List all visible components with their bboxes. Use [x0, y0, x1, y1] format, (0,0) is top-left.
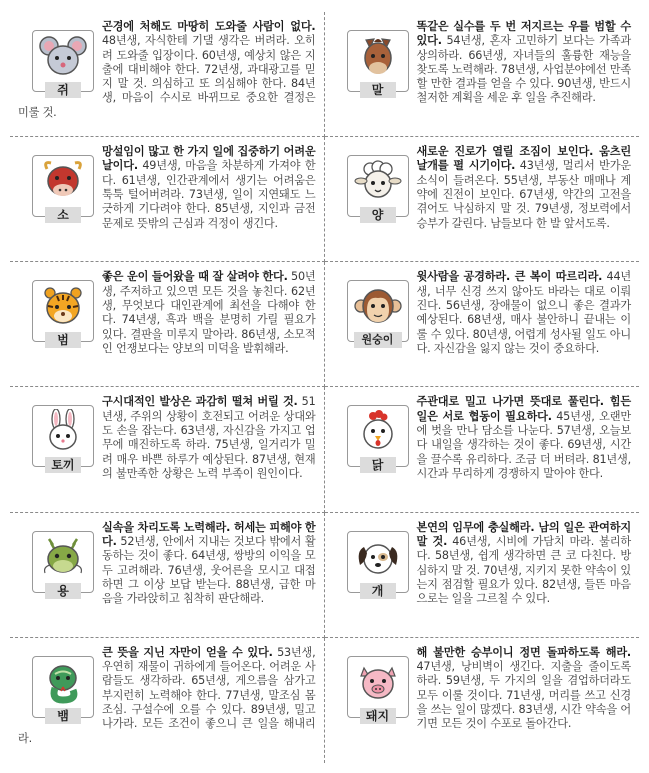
fortune-body: 51년생, 주위의 상황이 호전되고 어려운 상대와도 손을 잡는다. 63년생, 자신감을 가지고 업무에 매진하도록 하라. 75년생, 일거리가 밀려 매우 바쁜 하루가 예상된다. 87년생, 현재의 불만족한 상황은 노력 부족이 원인이다.: [102, 395, 316, 480]
fortune-headline: 곤경에 처해도 마땅히 도와줄 사람이 없다.: [102, 20, 316, 33]
animal-label: 원숭이: [354, 332, 402, 348]
fortune-headline: 큰 뜻을 지닌 자만이 얻을 수 있다.: [102, 645, 273, 659]
tiger-icon: [37, 284, 89, 328]
rabbit-badge: [32, 405, 94, 473]
fortune-body: 44년생, 너무 신경 쓰지 않아도 바라는 대로 이뤄진다. 56년생, 장애물이 없으니 좋은 결과가 예상된다. 68년생, 매사 불안하니 끝내는 이룰 수 있다. 80년생, 어렵게 성사될 일도 아니다. 자신감을 잃지 않는 것이 중요하다.: [416, 270, 631, 355]
dog-badge: [347, 531, 409, 598]
horoscope-grid: [10, 12, 639, 763]
zodiac-cell-horse: [325, 12, 640, 137]
rabbit-icon: [37, 409, 89, 453]
sheep-badge: [347, 155, 409, 223]
zodiac-cell-tiger: [10, 262, 325, 387]
fortune-headline: 본연의 임무에 충실해라. 남의 일은 관여하지 말 것.: [416, 520, 631, 548]
animal-label: 쥐: [45, 82, 81, 98]
fortune-body: 45년생, 오랜만에 벗을 만나 담소를 나눈다. 57년생, 오늘보다 내일을 생각하는 것이 좋다. 69년생, 시간을 끌수록 유리하다. 조금 더 버텨라. 81년생, 시간과 무리하게 경쟁하지 말아야 한다.: [416, 409, 631, 480]
rat-icon: [37, 34, 89, 78]
rooster-icon: [352, 409, 404, 453]
zodiac-cell-sheep: [325, 137, 640, 262]
fortune-headline: 해 불만한 승부이니 정면 돌파하도록 해라.: [416, 645, 631, 659]
fortune-body: 52년생, 안에서 지내는 것보다 밖에서 활동하는 것이 좋다. 64년생, 쌍방의 이익을 모두 고려해라. 76년생, 웃어른을 모시고 대접하면 그 이상 보답 받는다. 88년생, 급한 마음을 가라앉히고 침착히 판단해라.: [102, 534, 316, 606]
monkey-icon: [352, 284, 404, 328]
fortune-body: 54년생, 혼자 고민하기 보다는 가족과 상의하라. 66년생, 자녀들의 훌륭한 재능을 찾도록 노력해라. 78년생, 사업분야에선 만족할 만한 결과를 얻을 수 있다. 90년생, 반드시 철저한 계획을 세운 후 일을 추진해라.: [416, 34, 631, 105]
pig-icon: [352, 660, 404, 704]
dragon-icon: [37, 535, 89, 579]
fortune-body: 50년생, 주저하고 있으면 모든 것을 놓친다. 62년생, 무엇보다 대인관계에 최선을 다해야 한다. 74년생, 흑과 백을 분명히 가릴 필요가 있다. 결판을 미루지 말아라. 86년생, 소모적인 언쟁보다는 양보의 미덕을 발휘해라.: [102, 270, 316, 355]
ox-badge: [32, 155, 94, 223]
horse-icon: [352, 34, 404, 78]
fortune-headline: 좋은 운이 들어왔을 때 잘 살려야 한다.: [102, 270, 288, 284]
fortune-headline: 구시대적인 발상은 과감히 떨쳐 버릴 것.: [102, 395, 298, 409]
zodiac-cell-rat: [10, 12, 325, 137]
sheep-icon: [352, 159, 404, 203]
fortune-headline: 주관대로 밀고 나가면 뜻대로 풀린다. 힘든 일은 서로 협동이 필요하다.: [416, 395, 631, 423]
fortune-headline: 윗사람을 공경하라. 큰 복이 따르리라.: [416, 270, 603, 284]
zodiac-cell-snake: [10, 638, 325, 763]
zodiac-cell-dragon: [10, 513, 325, 638]
zodiac-cell-rooster: [325, 387, 640, 512]
fortune-body: 53년생, 우연히 재물이 귀하에게 들어온다. 어려운 사람들도 생각하라. 65년생, 게으름을 삼가고 부지런히 노력해야 한다. 77년생, 말조심 몸조심. 구설수에 오를 수 있다. 89년생, 밀고 나가라. 모든 조건이 좋으니 큰 일을 해내리라.: [18, 645, 316, 745]
tiger-badge: [32, 280, 94, 348]
fortune-body: 49년생, 마음을 차분하게 가져야 한다. 61년생, 인간관계에서 생기는 어려움은 툭툭 털어버려라. 73년생, 일이 지연돼도 느긋하게 기다려야 한다. 85년생, 지인과 금전문제로 뜻밖의 근심과 걱정이 생긴다.: [102, 159, 316, 230]
rooster-badge: [347, 405, 409, 473]
animal-label: 토끼: [45, 457, 81, 473]
fortune-headline: 새로운 진로가 열릴 조짐이 보인다. 움츠린 날개를 펼 시기이다.: [416, 145, 631, 173]
animal-label: 소: [45, 207, 81, 223]
ox-icon: [37, 159, 89, 203]
animal-label: 뱀: [45, 708, 81, 724]
pig-badge: [347, 656, 409, 723]
snake-icon: [37, 660, 89, 704]
fortune-body: 48년생, 자식한테 기댈 생각은 버려라. 오히려 도와줄 입장이다. 60년생, 예상치 않은 지출에 대비해야 한다. 72년생, 과대광고를 믿지 말 것. 의심하고 또 의심해야 한다. 84년생, 마음이 수시로 바뀌므로 중요한 결정은 미룰 것.: [18, 34, 316, 119]
animal-label: 양: [360, 207, 396, 223]
zodiac-cell-dog: [325, 513, 640, 638]
rat-badge: [32, 30, 94, 97]
zodiac-cell-rabbit: [10, 387, 325, 512]
fortune-body: 47년생, 낭비벽이 생긴다. 지출을 줄이도록 하라. 59년생, 두 가지의 일을 겸업하더라도 모두 이룰 것이다. 71년생, 머리를 쓰고 신경을 쓰는 일이 많겠다. 83년생, 시간 약속을 어기면 모든 것이 수포로 돌아간다.: [416, 660, 631, 731]
monkey-badge: [347, 280, 409, 347]
fortune-headline: 망설임이 많고 한 가지 일에 집중하기 어려운 날이다.: [102, 145, 316, 173]
animal-label: 범: [45, 332, 81, 348]
fortune-headline: 똑같은 실수를 두 번 저지르는 우를 범할 수 있다.: [416, 20, 631, 48]
horse-badge: [347, 30, 409, 97]
zodiac-cell-monkey: [325, 262, 640, 387]
zodiac-cell-pig: [325, 638, 640, 763]
animal-label: 돼지: [360, 708, 396, 724]
animal-label: 닭: [360, 457, 396, 473]
zodiac-cell-ox: [10, 137, 325, 262]
animal-label: 말: [360, 82, 396, 98]
dragon-badge: [32, 531, 94, 598]
animal-label: 용: [45, 583, 81, 599]
animal-label: 개: [360, 583, 396, 599]
fortune-body: 46년생, 시비에 가담치 마라. 불리하다. 58년생, 쉽게 생각하면 큰 코 다친다. 방심하지 말 것. 70년생, 지키지 못한 약속이 있는지 점검할 필요가 있다. 82년생, 들뜬 마음으로는 일을 그르칠 수 있다.: [416, 534, 631, 606]
fortune-body: 43년생, 멀리서 반가운 소식이 들려온다. 55년생, 부동산 매매나 계약에 진전이 보인다. 67년생, 약간의 고전을 겪어도 낙심하지 말 것. 79년생, 정보력에서 승부가 갈린다. 남들보다 한 발 앞서도록.: [416, 159, 631, 230]
fortune-headline: 실속을 차리도록 노력해라. 허세는 피해야 한다.: [102, 520, 316, 548]
dog-icon: [352, 535, 404, 579]
snake-badge: [32, 656, 94, 723]
